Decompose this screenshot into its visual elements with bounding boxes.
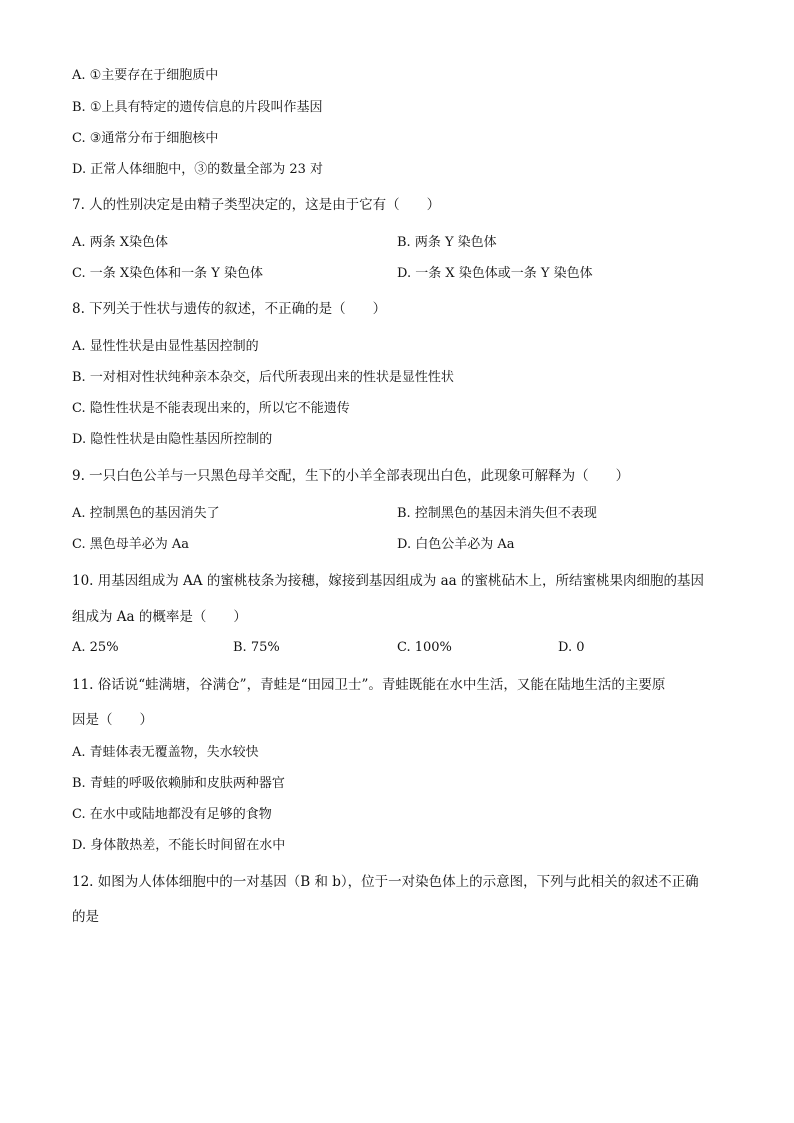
q11-stem-line1: 11. 俗话说“蛙满塘，谷满仓”，青蛙是“田园卫士”。青蛙既能在水中生活，又能在陆地生活的主要原: [72, 677, 666, 693]
q8-option-b: B. 一对相对性状纯种亲本杂交，后代所表现出来的性状是显性性状: [72, 370, 454, 385]
q10-stem-line2: 组成为 Aa 的概率是（ ）: [72, 609, 247, 625]
q11-option-c: C. 在水中或陆地都没有足够的食物: [72, 807, 272, 822]
q11-option-b: B. 青蛙的呼吸依赖肺和皮肤两种器官: [72, 776, 285, 791]
q9-option-d: D. 白色公羊必为 Aa: [397, 537, 515, 552]
q10-option-a: A. 25%: [72, 640, 119, 655]
q10-option-d: D. 0: [558, 640, 585, 655]
q9-option-a: A. 控制黑色的基因消失了: [72, 506, 220, 521]
q8-option-c: C. 隐性性状是不能表现出来的，所以它不能遗传: [72, 401, 350, 416]
q11-stem-line2: 因是（ ）: [72, 712, 153, 728]
q7-option-a: A. 两条 X染色体: [72, 235, 169, 250]
q6-option-b: B. ①上具有特定的遗传信息的片段叫作基因: [72, 100, 323, 115]
q10-stem-line1: 10. 用基因组成为 AA 的蜜桃枝条为接穗，嫁接到基因组成为 aa 的蜜桃砧木上，所结蜜桃果肉细胞的基因: [72, 573, 705, 589]
q7-option-c: C. 一条 X染色体和一条 Y 染色体: [72, 266, 263, 281]
q10-option-c: C. 100%: [397, 640, 452, 655]
q12-stem-line2: 的是: [72, 909, 99, 925]
q11-option-a: A. 青蛙体表无覆盖物，失水较快: [72, 745, 259, 760]
q8-stem: 8. 下列关于性状与遗传的叙述，不正确的是（ ）: [72, 301, 387, 317]
q9-option-b: B. 控制黑色的基因未消失但不表现: [397, 506, 597, 521]
q12-stem-line1: 12. 如图为人体体细胞中的一对基因（B 和 b），位于一对染色体上的示意图，下列与此相关的叙述不正确: [72, 874, 699, 890]
q9-stem: 9. 一只白色公羊与一只黑色母羊交配，生下的小羊全部表现出白色，此现象可解释为（ ）: [72, 468, 630, 484]
q11-option-d: D. 身体散热差，不能长时间留在水中: [72, 838, 286, 853]
q6-option-d: D. 正常人体细胞中，③的数量全部为 23 对: [72, 162, 324, 177]
q9-option-c: C. 黑色母羊必为 Aa: [72, 537, 190, 552]
q7-stem: 7. 人的性别决定是由精子类型决定的，这是由于它有（ ）: [72, 197, 441, 213]
q7-option-d: D. 一条 X 染色体或一条 Y 染色体: [397, 266, 593, 281]
q8-option-a: A. 显性性状是由显性基因控制的: [72, 339, 259, 354]
q7-option-b: B. 两条 Y 染色体: [397, 235, 497, 250]
q6-option-c: C. ③通常分布于细胞核中: [72, 131, 219, 146]
q10-option-b: B. 75%: [233, 640, 280, 655]
q6-option-a: A. ①主要存在于细胞质中: [72, 68, 219, 83]
q8-option-d: D. 隐性性状是由隐性基因所控制的: [72, 432, 273, 447]
